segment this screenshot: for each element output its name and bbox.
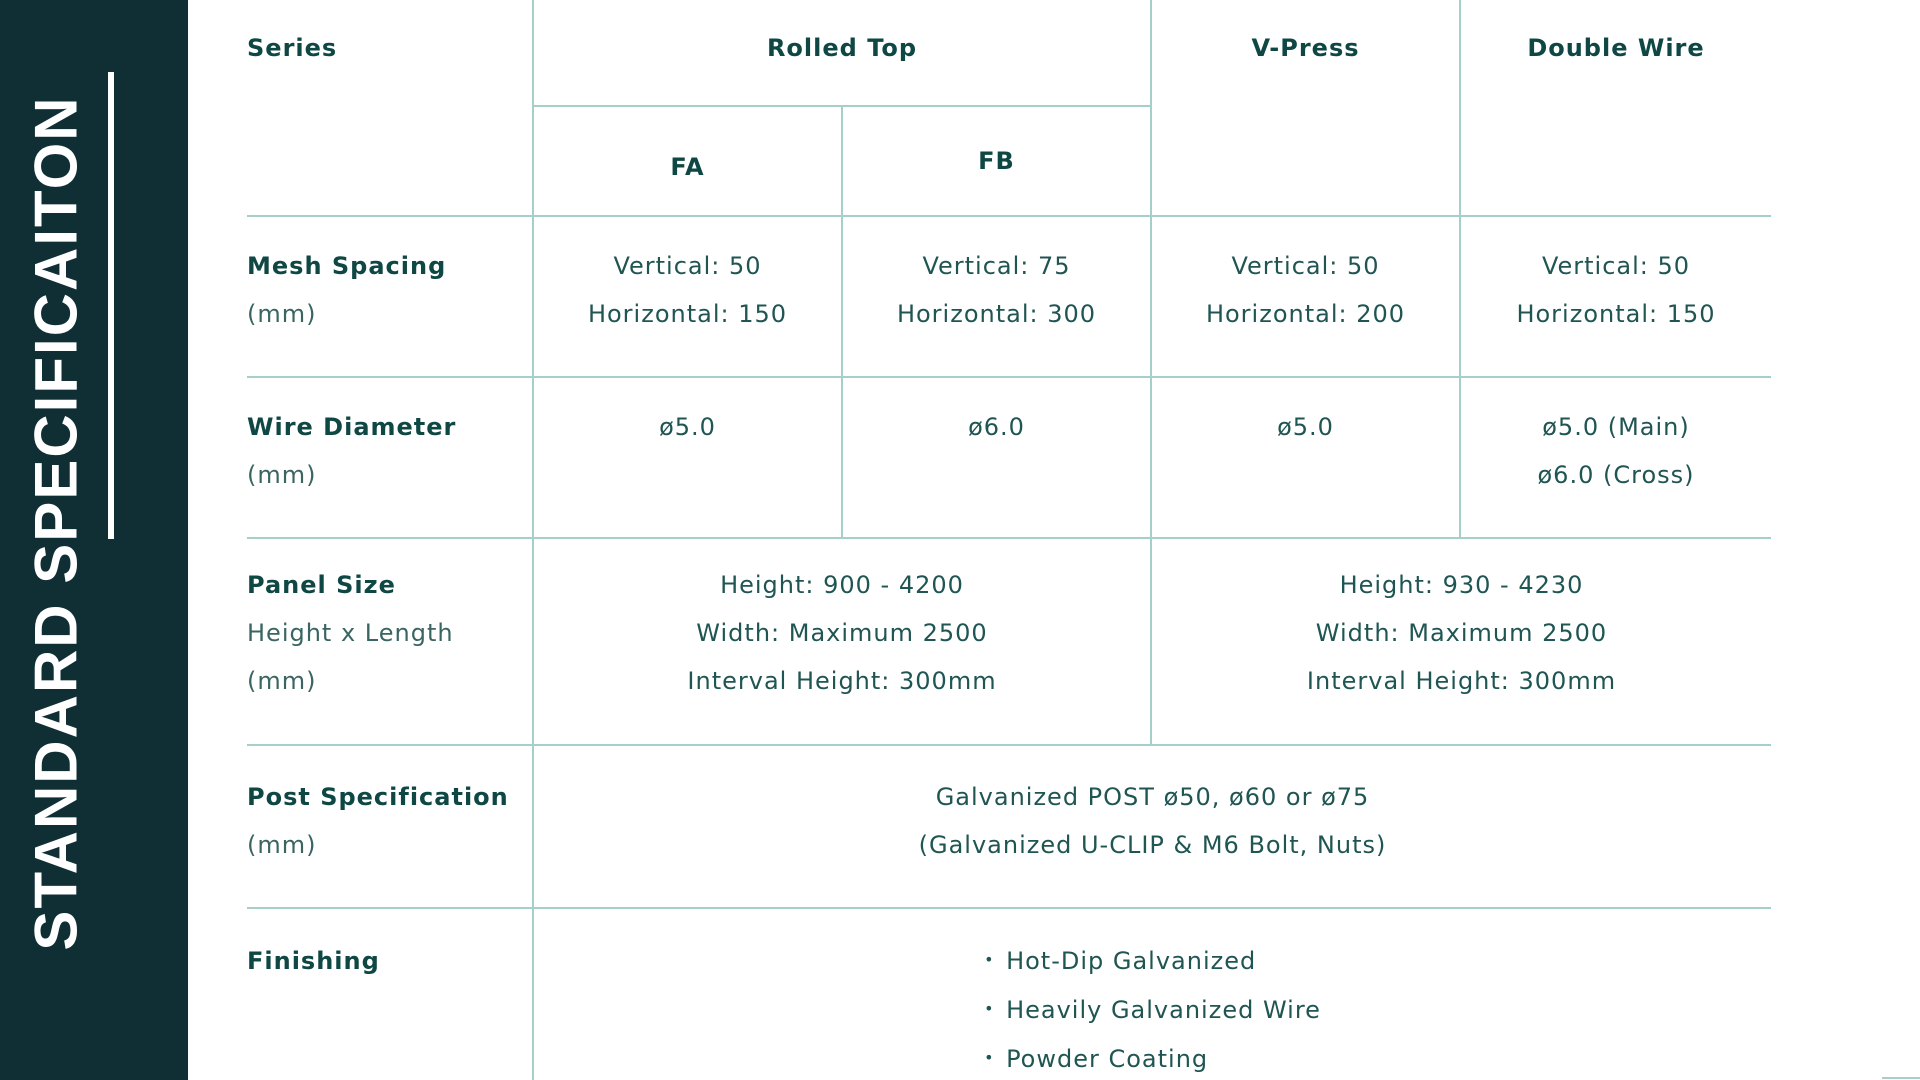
panel-size-unit: (mm) — [247, 667, 317, 695]
mesh-spacing-fa-vertical: Vertical: 50 — [613, 252, 762, 280]
mesh-spacing-v-press-horizontal: Horizontal: 200 — [1205, 300, 1406, 328]
header-row-series — [247, 0, 1771, 106]
post-spec-value-cell — [533, 745, 1771, 908]
panel-size-rolled-top-height: Height: 900 - 4200 — [720, 571, 964, 599]
mesh-spacing-v-press-vertical: Vertical: 50 — [1231, 252, 1380, 280]
spec-table — [247, 0, 1771, 1080]
finishing-value-cell — [533, 908, 1771, 1080]
post-spec-line-2: (Galvanized U-CLIP & M6 Bolt, Nuts) — [918, 831, 1387, 859]
double-wire-header-cell — [1460, 0, 1771, 216]
wire-diameter-double-wire-cross: ø6.0 (Cross) — [1537, 461, 1695, 489]
post-spec-unit: (mm) — [247, 831, 317, 859]
fa-header-cell — [533, 106, 842, 216]
mesh-spacing-fb — [842, 216, 1151, 377]
panel-size-label-cell — [247, 538, 533, 745]
series-label: Series — [247, 34, 338, 62]
finishing-label-cell — [247, 908, 533, 1080]
finishing-row — [247, 908, 1771, 1080]
rolled-top-label: Rolled Top — [766, 34, 918, 62]
post-spec-line-1: Galvanized POST ø50, ø60 or ø75 — [935, 783, 1370, 811]
wire-diameter-label-cell — [247, 377, 533, 538]
panel-size-other-width: Width: Maximum 2500 — [1315, 619, 1608, 647]
mesh-spacing-fb-vertical: Vertical: 75 — [922, 252, 1071, 280]
panel-size-rolled-top-width: Width: Maximum 2500 — [696, 619, 988, 647]
wire-diameter-fb — [842, 377, 1151, 538]
finishing-item: • Powder Coating — [984, 1045, 1209, 1073]
finishing-label: Finishing — [247, 947, 380, 975]
wire-diameter-double-wire — [1460, 377, 1771, 538]
v-press-header-cell — [1151, 0, 1460, 216]
mesh-spacing-v-press — [1151, 216, 1460, 377]
mesh-spacing-fa-horizontal: Horizontal: 150 — [587, 300, 788, 328]
wire-diameter-row — [247, 377, 1771, 538]
wire-diameter-fa-value: ø5.0 — [659, 413, 716, 441]
wire-diameter-double-wire-main: ø5.0 (Main) — [1542, 413, 1690, 441]
panel-size-rolled-top-interval: Interval Height: 300mm — [687, 667, 997, 695]
wire-diameter-v-press — [1151, 377, 1460, 538]
panel-size-other-height: Height: 930 - 4230 — [1339, 571, 1584, 599]
fb-label: FB — [978, 147, 1015, 175]
wire-diameter-fb-value: ø6.0 — [968, 413, 1025, 441]
mesh-spacing-row — [247, 216, 1771, 377]
mesh-spacing-unit: (mm) — [247, 300, 317, 328]
wire-diameter-label: Wire Diameter — [247, 413, 457, 441]
panel-size-other — [1151, 538, 1771, 745]
double-wire-label: Double Wire — [1527, 34, 1705, 62]
finishing-item: • Hot-Dip Galvanized — [984, 947, 1257, 975]
wire-diameter-fa — [533, 377, 842, 538]
v-press-label: V-Press — [1251, 34, 1360, 62]
mesh-spacing-label: Mesh Spacing — [247, 252, 447, 280]
panel-size-other-interval: Interval Height: 300mm — [1306, 667, 1617, 695]
panel-size-sublabel: Height x Length — [247, 619, 454, 647]
corner-divider — [1882, 1077, 1920, 1079]
sidebar-title: STANDARD SPECIFICAITON — [22, 95, 90, 951]
fa-label: FA — [670, 153, 705, 181]
series-header-cell — [247, 0, 533, 216]
mesh-spacing-double-wire-horizontal: Horizontal: 150 — [1516, 300, 1716, 328]
post-spec-label-cell — [247, 745, 533, 908]
finishing-list — [984, 937, 1321, 1080]
wire-diameter-v-press-value: ø5.0 — [1277, 413, 1334, 441]
sidebar-divider — [108, 72, 114, 539]
mesh-spacing-label-cell — [247, 216, 533, 377]
mesh-spacing-fa — [533, 216, 842, 377]
sidebar — [0, 0, 188, 1080]
fb-header-cell — [842, 106, 1151, 216]
panel-size-row — [247, 538, 1771, 745]
mesh-spacing-double-wire-vertical: Vertical: 50 — [1541, 252, 1691, 280]
panel-size-label: Panel Size — [247, 571, 396, 599]
wire-diameter-unit: (mm) — [247, 461, 317, 489]
mesh-spacing-fb-horizontal: Horizontal: 300 — [896, 300, 1097, 328]
rolled-top-header-cell — [533, 0, 1151, 106]
mesh-spacing-double-wire — [1460, 216, 1771, 377]
finishing-item: • Heavily Galvanized Wire — [984, 996, 1321, 1024]
post-spec-label: Post Specification — [247, 783, 509, 811]
panel-size-rolled-top — [533, 538, 1151, 745]
post-spec-row — [247, 745, 1771, 908]
